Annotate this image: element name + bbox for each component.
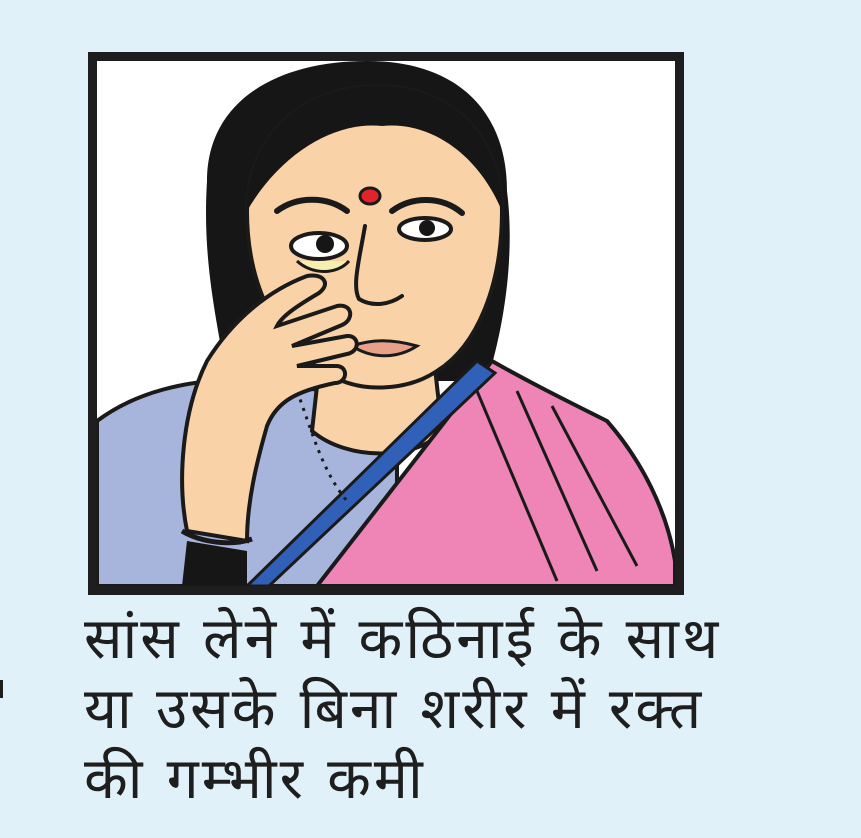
caption-line-3: की गम्भीर कमी xyxy=(84,746,426,812)
symptom-caption xyxy=(84,604,844,814)
caption-line-1: सांस लेने में कठिनाई के साथ xyxy=(84,606,722,672)
bindi-shape xyxy=(360,188,380,204)
edge-mark xyxy=(0,680,3,698)
illustration-frame xyxy=(88,52,684,595)
caption-line-2: या उसके बिना शरीर में रक्त xyxy=(84,676,705,742)
woman-wiping-tears-illustration xyxy=(97,61,675,586)
